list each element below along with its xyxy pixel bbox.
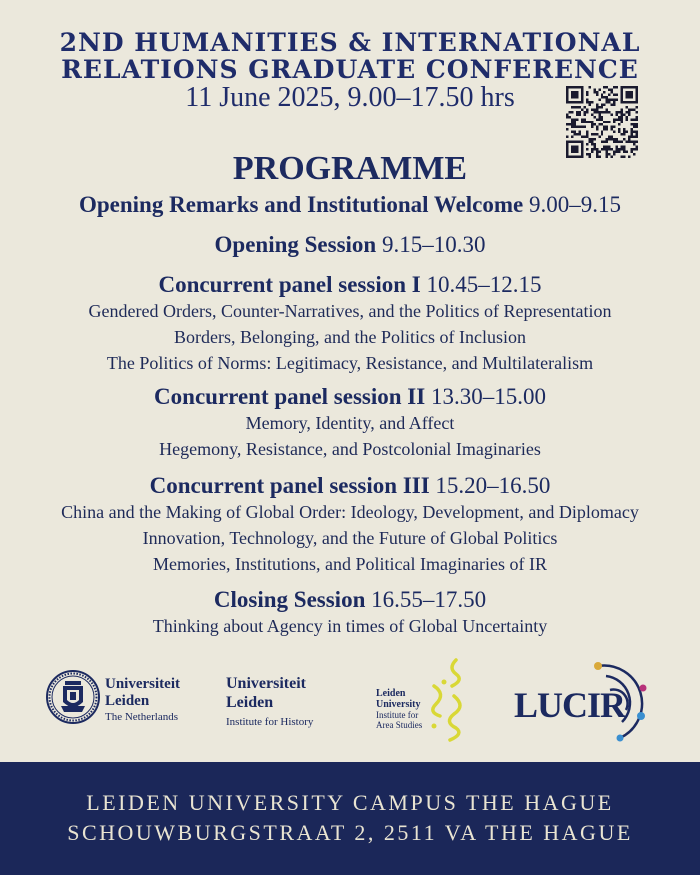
logo-subtext: Institute for xyxy=(376,710,419,720)
panel-title: Innovation, Technology, and the Future of Global Politics xyxy=(142,528,558,548)
lucir-wordmark: LUCIR xyxy=(514,685,626,725)
session-name: Closing Session xyxy=(213,587,366,612)
panel-title: China and the Making of Global Order: Ideology, Development, and Diplomacy xyxy=(61,502,639,522)
session-time: 9.15–10.30 xyxy=(381,232,486,257)
session-name: Concurrent panel session II xyxy=(154,384,426,409)
logo-institute-for-history[interactable] xyxy=(226,674,346,730)
footer-banner xyxy=(0,762,700,875)
logo-text: University xyxy=(376,699,421,710)
session-closing xyxy=(0,587,700,639)
session-time: 16.55–17.50 xyxy=(371,587,487,612)
logo-subtext: Area Studies xyxy=(376,720,423,730)
logo-text: Leiden xyxy=(105,693,150,709)
logo-text: Universiteit xyxy=(105,676,180,692)
qr-code-icon[interactable] xyxy=(566,86,638,158)
session-opening-remarks xyxy=(0,192,700,218)
logo-text: Universiteit xyxy=(226,675,306,692)
session-panel-2 xyxy=(0,384,700,462)
logo-universiteit-leiden[interactable] xyxy=(45,668,195,728)
session-time: 13.30–15.00 xyxy=(430,384,546,409)
session-panel-1 xyxy=(0,272,700,376)
panel-title: Memories, Institutions, and Political Imaginaries of IR xyxy=(153,554,547,574)
panel-title: Thinking about Agency in times of Global Uncertainty xyxy=(152,616,548,636)
session-time: 10.45–12.15 xyxy=(426,272,542,297)
session-name: Concurrent panel session I xyxy=(158,272,421,297)
conference-title-line1: 2ND HUMANITIES & INTERNATIONAL xyxy=(59,28,641,57)
panel-title: Gendered Orders, Counter-Narratives, and the Politics of Representation xyxy=(88,301,612,321)
session-name: Opening Remarks and Institutional Welcome xyxy=(78,192,524,217)
session-time: 9.00–9.15 xyxy=(529,192,622,217)
logo-subtext: Institute for History xyxy=(226,716,314,728)
session-name: Concurrent panel session III xyxy=(149,473,430,498)
conference-date: 11 June 2025, 9.00–17.50 hrs xyxy=(185,82,515,113)
session-opening xyxy=(0,232,700,258)
logo-lucir[interactable] xyxy=(510,660,660,745)
panel-title: Borders, Belonging, and the Politics of Inclusion xyxy=(174,327,526,347)
session-name: Opening Session xyxy=(214,232,377,257)
programme-title: PROGRAMME xyxy=(232,150,468,187)
logo-area-studies[interactable] xyxy=(376,656,476,746)
panel-title: Memory, Identity, and Affect xyxy=(245,413,455,433)
logo-text: Leiden xyxy=(376,688,406,699)
footer-venue: LEIDEN UNIVERSITY CAMPUS THE HAGUE xyxy=(86,790,614,815)
panel-title: The Politics of Norms: Legitimacy, Resistance, and Multilateralism xyxy=(106,353,594,373)
session-panel-3 xyxy=(0,473,700,577)
area-studies-calligraphy-icon xyxy=(426,656,468,744)
session-time: 15.20–16.50 xyxy=(435,473,551,498)
footer-address: SCHOUWBURGSTRAAT 2, 2511 VA THE HAGUE xyxy=(67,820,633,845)
panel-title: Hegemony, Resistance, and Postcolonial Imaginaries xyxy=(159,439,541,459)
conference-title-line2: RELATIONS GRADUATE CONFERENCE xyxy=(61,55,639,84)
logo-text: Leiden xyxy=(226,694,274,711)
leiden-seal-icon xyxy=(45,668,101,726)
logo-subtext: The Netherlands xyxy=(105,711,178,723)
